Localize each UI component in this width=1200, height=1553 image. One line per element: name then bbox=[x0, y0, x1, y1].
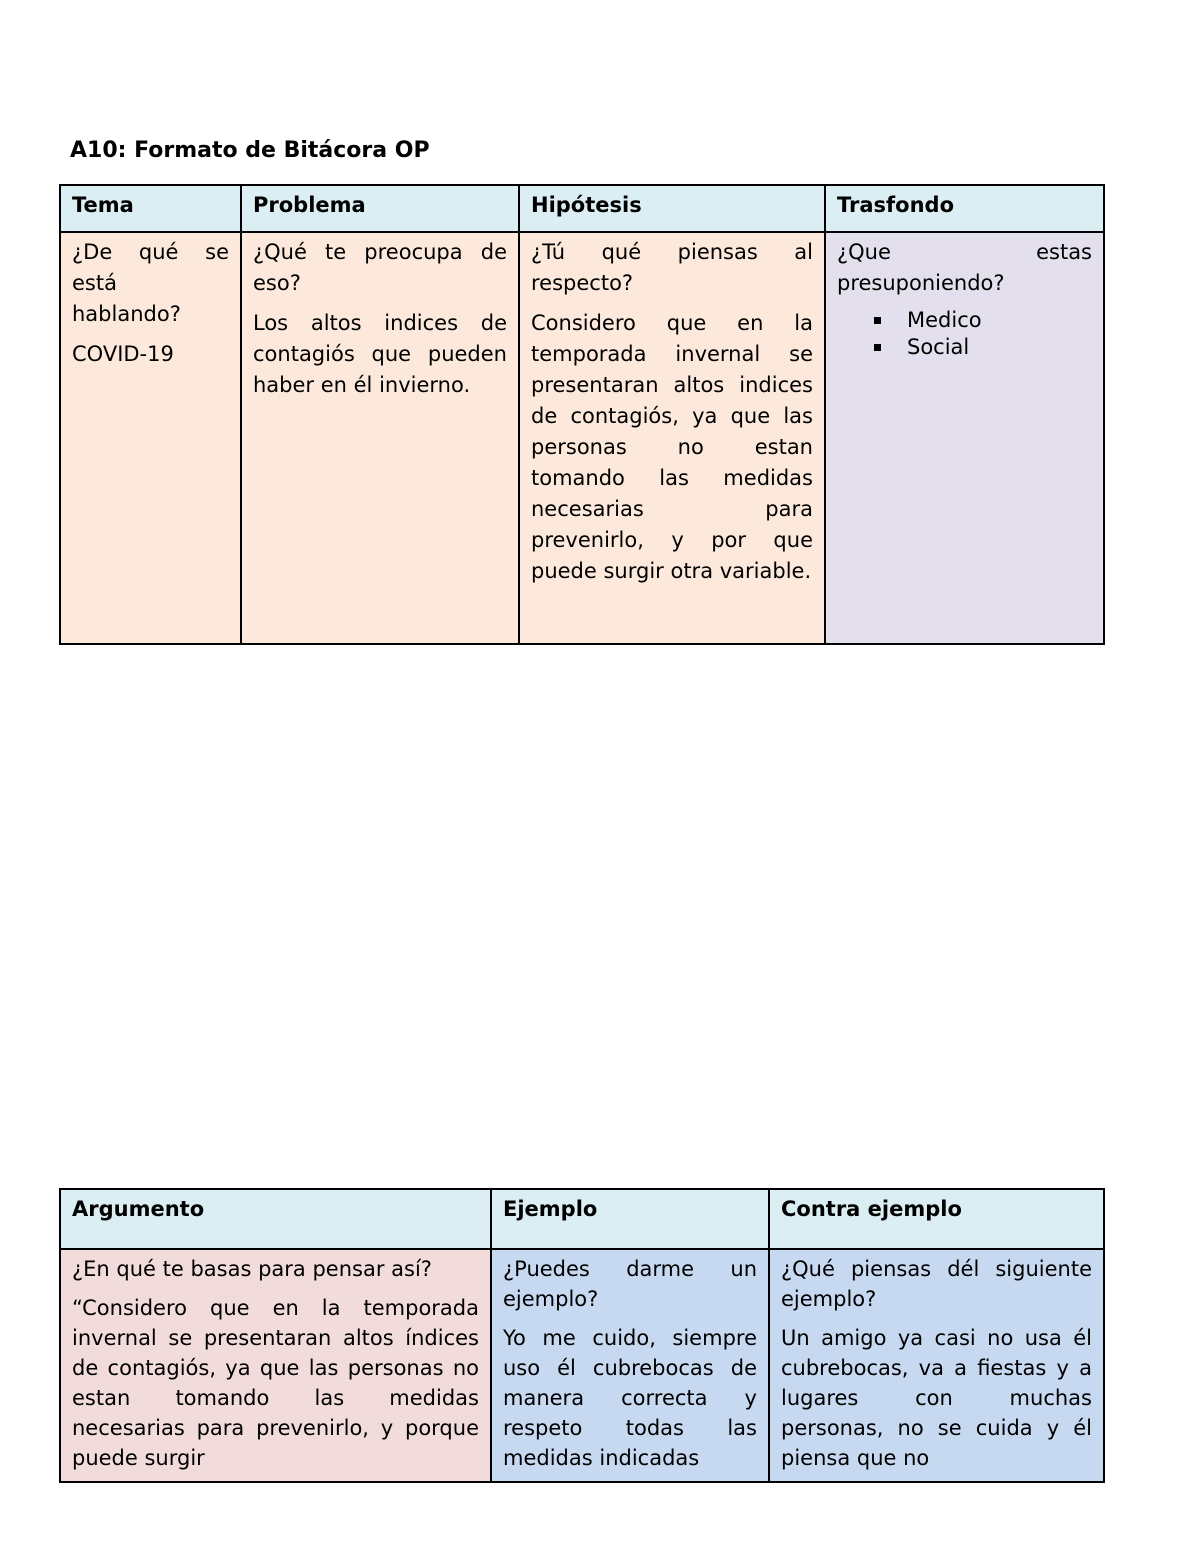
cell-tema bbox=[60, 232, 241, 644]
cell-argumento bbox=[60, 1249, 491, 1482]
argumento-answer: “Considero que en la temporada invernal se presentaran altos índices de contagiós, ya que las personas no estan tomando las medidas necesarias para prevenirlo, y porque puede surgir bbox=[72, 1296, 479, 1470]
header-problema: Problema bbox=[241, 185, 519, 232]
table-1-header-row bbox=[60, 185, 1104, 232]
header-contra-ejemplo: Contra ejemplo bbox=[769, 1189, 1104, 1249]
tema-answer: COVID-19 bbox=[72, 342, 174, 366]
contra-ejemplo-question: ¿Qué piensas dél siguiente ejemplo? bbox=[781, 1257, 1092, 1311]
header-ejemplo: Ejemplo bbox=[491, 1189, 769, 1249]
ejemplo-question: ¿Puedes darme un ejemplo? bbox=[503, 1257, 757, 1311]
bitacora-table-2 bbox=[59, 1188, 1105, 1483]
table-2-body-row bbox=[60, 1249, 1104, 1482]
hipotesis-answer: Considero que en la temporada invernal se presentaran altos indices de contagiós, ya que las personas no estan tomando las medidas necesarias para prevenirlo, y por que puede surgir otra variable. bbox=[531, 311, 813, 583]
cell-problema bbox=[241, 232, 519, 644]
contra-ejemplo-answer: Un amigo ya casi no usa él cubrebocas, va a fiestas y a lugares con muchas personas, no se cuida y él piensa que no bbox=[781, 1326, 1092, 1470]
list-item-label: Medico bbox=[907, 308, 982, 332]
problema-question: ¿Qué te preocupa de eso? bbox=[253, 240, 507, 295]
table-1-body-row bbox=[60, 232, 1104, 644]
header-trasfondo: Trasfondo bbox=[825, 185, 1104, 232]
trasfondo-list bbox=[837, 307, 1092, 361]
cell-trasfondo bbox=[825, 232, 1104, 644]
document-title: A10: Formato de Bitácora OP bbox=[70, 138, 430, 163]
list-item-label: Social bbox=[907, 335, 970, 359]
header-tema: Tema bbox=[60, 185, 241, 232]
list-item bbox=[907, 307, 1092, 334]
header-hipotesis: Hipótesis bbox=[519, 185, 825, 232]
tema-question: ¿De qué se está hablando? bbox=[72, 240, 229, 326]
trasfondo-question: ¿Que estas presuponiendo? bbox=[837, 240, 1092, 295]
cell-contra-ejemplo bbox=[769, 1249, 1104, 1482]
cell-ejemplo bbox=[491, 1249, 769, 1482]
list-item bbox=[907, 334, 1092, 361]
argumento-question: ¿En qué te basas para pensar así? bbox=[72, 1257, 432, 1281]
header-argumento: Argumento bbox=[60, 1189, 491, 1249]
bullet-square-icon bbox=[874, 317, 881, 324]
problema-answer: Los altos indices de contagiós que pueden haber en él invierno. bbox=[253, 311, 507, 397]
hipotesis-question: ¿Tú qué piensas al respecto? bbox=[531, 240, 813, 295]
table-2-header-row bbox=[60, 1189, 1104, 1249]
bullet-square-icon bbox=[874, 344, 881, 351]
ejemplo-answer: Yo me cuido, siempre uso él cubrebocas de manera correcta y respeto todas las medidas indicadas bbox=[503, 1326, 757, 1470]
bitacora-table-1 bbox=[59, 184, 1105, 645]
cell-hipotesis bbox=[519, 232, 825, 644]
